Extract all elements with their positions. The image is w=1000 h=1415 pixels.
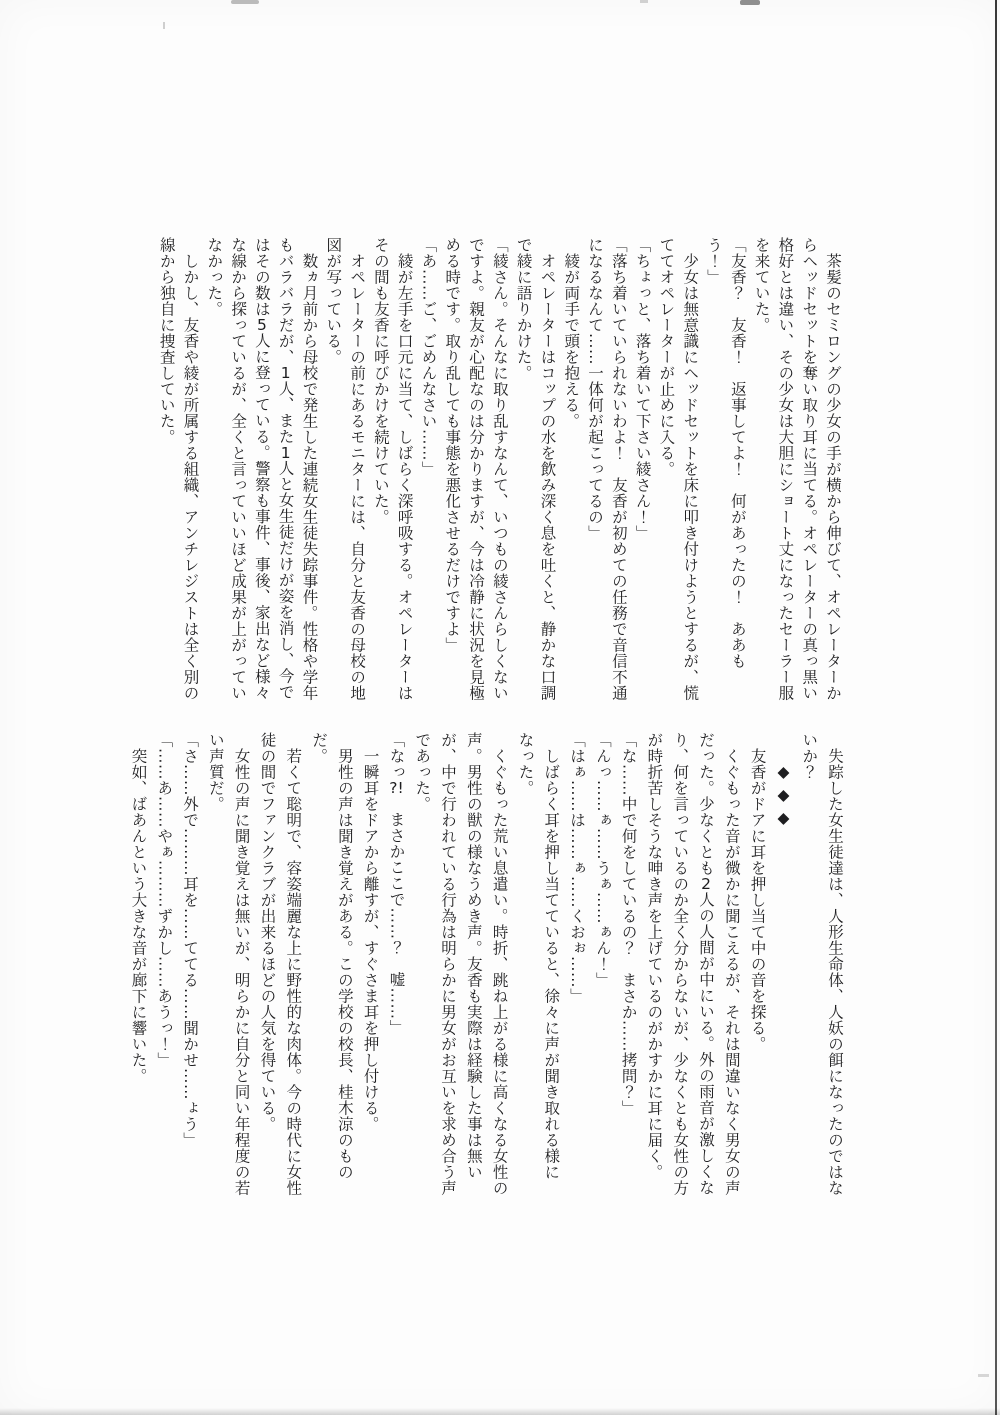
- dialogue-line: 「あ……ご、ごめんなさい……」: [419, 237, 438, 477]
- paragraph: 若くて聡明で、容姿端麗な上に野性的な肉体。今の時代に女性徒の間でファンクラブが出来るほどの人気を得ている。: [258, 732, 303, 1196]
- scan-smudge: [740, 0, 760, 5]
- paragraph: 数ヵ月前から母校で発生した連続女生徒失踪事件。性格や学年もバラバラだが、1人、また1人と女生徒だけが姿を消し、今ではその数は5人に登っている。警察も事件、事後、家出など様々な線から探っているが、全くと言っていいほど成果が上がっていなかった。: [205, 237, 319, 701]
- paragraph: オペレーターの前にあるモニターには、自分と友香の母校の地図が写っている。: [324, 237, 367, 701]
- paragraph: 失踪した女生徒達は、人形生命体、人妖の餌になったのではないか？: [800, 732, 844, 1196]
- dialogue-line: 「綾さん。そんなに取り乱すなんて、いつもの綾さんらしくないですよ。親友が心配なのは分かりますが、今は冷静に状況を見極める時です。取り乱しても事態を悪化させるだけですよ」: [443, 237, 509, 701]
- scan-speck: [978, 1374, 989, 1377]
- section-break-diamonds: ◆◆◆: [774, 763, 793, 832]
- paragraph: しばらく耳を押し当てていると、徐々に声が聞き取れる様になった。: [516, 732, 561, 1180]
- text-block-bottom: [107, 732, 847, 1197]
- paragraph: 茶髪のセミロングの少女の手が横から伸びて、オペレーターからヘッドセットを奪い取り耳に当てる。オペレーターの真っ黒い格好とは違い、その少女は大胆にショート丈になったセーラー服を来ていた。: [752, 237, 842, 701]
- paragraph: 綾が左手を口元に当て、しばらく深呼吸する。オペレーターはその間も友香に呼びかけを続けていた。: [371, 237, 414, 701]
- paragraph: 少女は無意識にヘッドセットを床に叩き付けようとするが、慌ててオペレーターが止めに入る。: [657, 237, 700, 701]
- scan-speck: [163, 22, 165, 29]
- dialogue-line: 「落ち着いていられないわよ！ 友香が初めての任務で音信不通になるなんて……一体何が起こってるの」: [586, 237, 628, 701]
- paragraph: 友香がドアに耳を押し当て中の音を探る。: [748, 747, 767, 1052]
- paragraph: しかし、友香や綾が所属する組織、アンチレジストは全く別の線から独自に捜査していた。: [157, 237, 200, 701]
- dialogue-line: 「んっ……ぁ……うぁ……ぁん！」: [593, 732, 612, 988]
- paragraph: くぐもった荒い息遣い。時折、跳ね上がる様に高くなる女性の声。男性の獣の様なうめき声。友香も実際は経験した事は無いが、中で行われている行為は明らかに男女がお互いを求め合う声であった。: [413, 732, 509, 1196]
- scan-smudge: [640, 0, 648, 3]
- text-block-top: [144, 237, 844, 702]
- dialogue-line: 「……あ……やぁ………ずかし……あうっ！」: [155, 732, 174, 1068]
- paragraph: 突如、ばあんという大きな音が廊下に響いた。: [129, 747, 148, 1084]
- scan-smudge: [231, 0, 259, 4]
- paragraph: 女性の声に聞き覚えは無いが、明らかに自分と同い年程度の若い声質だ。: [206, 732, 251, 1196]
- paragraph: 一瞬耳をドアから離すが、すぐさま耳を押し付ける。: [361, 747, 380, 1132]
- dialogue-line: 「なっ?! まさかここで……？ 嘘……」: [387, 732, 406, 1036]
- dialogue-line: 「な……中で何をしているの？ まさか……拷問？」: [619, 732, 638, 1116]
- paragraph: 男性の声は聞き覚えがある。この学校の校長、桂木涼のものだ。: [310, 732, 354, 1180]
- scan-edge-line: [995, 0, 997, 1415]
- scan-edge-shadow: [0, 1408, 1000, 1415]
- paragraph: くぐもった音が微かに聞こえるが、それは間違いなく男女の声だった。少なくとも2人の人間が中にいる。外の雨音が激しくなり、何を言っているのか全く分からないが、少なくとも女性の方が時折苦しそうな呻き声を上げているのがかすかに耳に届く。: [645, 732, 741, 1196]
- dialogue-line: 「友香？ 友香！ 返事してよ！ 何があったの！ ああもう！」: [705, 237, 747, 669]
- paragraph: 綾が両手で頭を抱える。: [562, 252, 581, 429]
- paragraph: オペレーターはコップの水を飲み深く息を吐くと、静かな口調で綾に語りかけた。: [514, 237, 557, 701]
- dialogue-line: 「さ……外で………耳を……ててる……聞かせ……ょう」: [181, 732, 200, 1148]
- dialogue-line: 「ちょっと、落ち着いて下さい綾さん！」: [633, 237, 652, 541]
- dialogue-line: 「はぁ……は……ぁ……くおぉ……」: [568, 732, 587, 1004]
